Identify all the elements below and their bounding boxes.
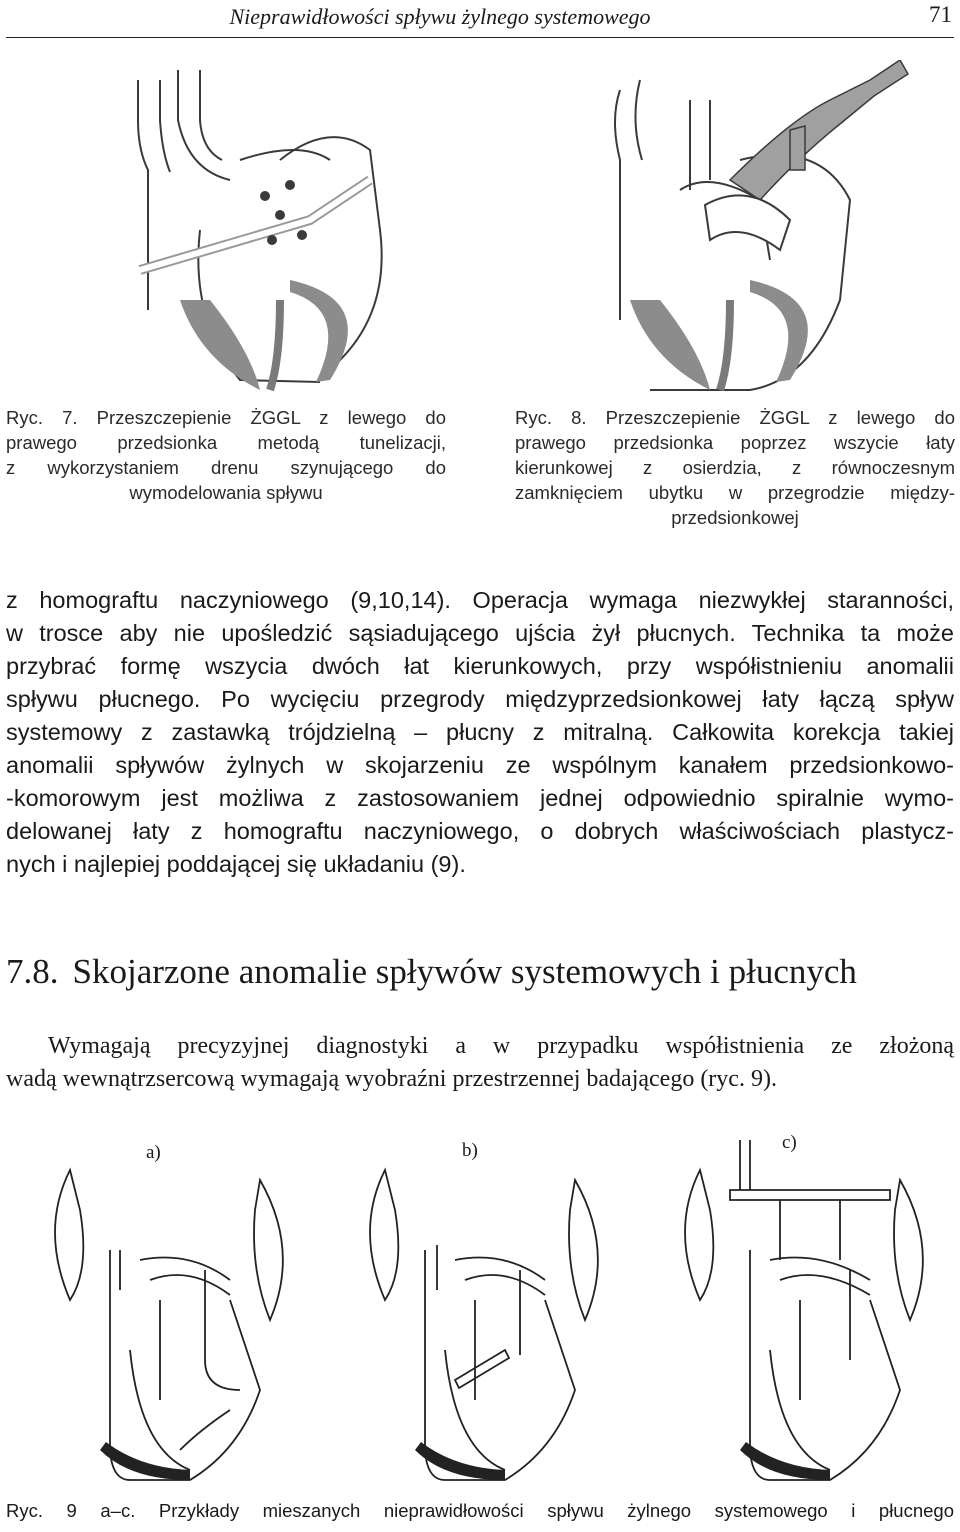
caption-line: Ryc. 8. Przeszczepienie ŻGGL z lewego do bbox=[515, 407, 955, 428]
figure-9-caption: Ryc. 9 a–c. Przykłady mieszanych nieprawidłowości spływu żylnego systemowego i płucnego bbox=[6, 1500, 954, 1521]
body-paragraph bbox=[6, 584, 954, 881]
figure-8-illustration bbox=[590, 60, 920, 400]
panel-label-b: b) bbox=[462, 1140, 478, 1161]
caption-line: prawego przedsionka metodą tunelizacji, bbox=[6, 432, 446, 453]
running-title: Nieprawidłowości spływu żylnego systemowego bbox=[229, 4, 651, 29]
panel-label-a: a) bbox=[146, 1142, 161, 1163]
caption-line: wymodelowania spływu bbox=[129, 482, 323, 503]
paragraph-line: Wymagają precyzyjnej diagnostyki a w przypadku współistnienia ze złożoną bbox=[48, 1033, 954, 1059]
figure-8-caption bbox=[515, 405, 955, 530]
caption-line: prawego przedsionka poprzez wszycie łaty bbox=[515, 432, 955, 453]
paragraph-line: z homograftu naczyniowego (9,10,14). Operacja wymaga niezwykłej staranności, bbox=[6, 587, 954, 613]
caption-line: kierunkowej z osierdzia, z równoczesnym bbox=[515, 457, 955, 478]
paragraph-line: -komorowym jest możliwa z zastosowaniem jednej odpowiednio spiralnie wymo- bbox=[6, 785, 954, 811]
figure-9b-illustration bbox=[345, 1150, 625, 1490]
panel-label-c: c) bbox=[782, 1132, 797, 1153]
section-heading bbox=[6, 952, 857, 992]
figure-7-illustration bbox=[80, 60, 460, 400]
caption-line: zamknięciem ubytku w przegrodzie między- bbox=[515, 482, 955, 503]
figure-9a-illustration bbox=[30, 1150, 310, 1490]
caption-line: przedsionkowej bbox=[671, 507, 799, 528]
section-title: Skojarzone anomalie spływów systemowych i płucnych bbox=[72, 952, 857, 991]
caption-line: Ryc. 7. Przeszczepienie ŻGGL z lewego do bbox=[6, 407, 446, 428]
paragraph-line: przybrać formę wszycia dwóch łat kierunkowych, przy współistnieniu anomalii bbox=[6, 653, 954, 679]
paragraph-line: spływu płucnego. Po wycięciu przegrody międzyprzedsionkowej łaty łączą spływ bbox=[6, 686, 954, 712]
paragraph-line: w trosce aby nie upośledzić sąsiadującego ujścia żył płucnych. Technika ta może bbox=[6, 620, 954, 646]
paragraph-line: wadą wewnątrzsercową wymagają wyobraźni przestrzennej badającego (ryc. 9). bbox=[6, 1066, 777, 1092]
paragraph-line: systemowy z zastawką trójdzielną – płucny z mitralną. Całkowita korekcja takiej bbox=[6, 719, 954, 745]
paragraph-line: delowanej łaty z homograftu naczyniowego, o dobrych właściwościach plastycz- bbox=[6, 818, 954, 844]
page-header bbox=[6, 0, 954, 38]
section-number: 7.8. bbox=[6, 952, 59, 991]
paragraph-line: nych i najlepiej poddającej się układaniu (9). bbox=[6, 851, 466, 877]
page-number: 71 bbox=[929, 2, 952, 27]
figure-7-caption bbox=[6, 405, 446, 505]
figure-9c-illustration bbox=[660, 1140, 950, 1490]
section-paragraph bbox=[6, 1030, 954, 1096]
paragraph-line: anomalii spływów żylnych w skojarzeniu ze wspólnym kanałem przedsionkowo- bbox=[6, 752, 954, 778]
caption-line: z wykorzystaniem drenu szynującego do bbox=[6, 457, 446, 478]
